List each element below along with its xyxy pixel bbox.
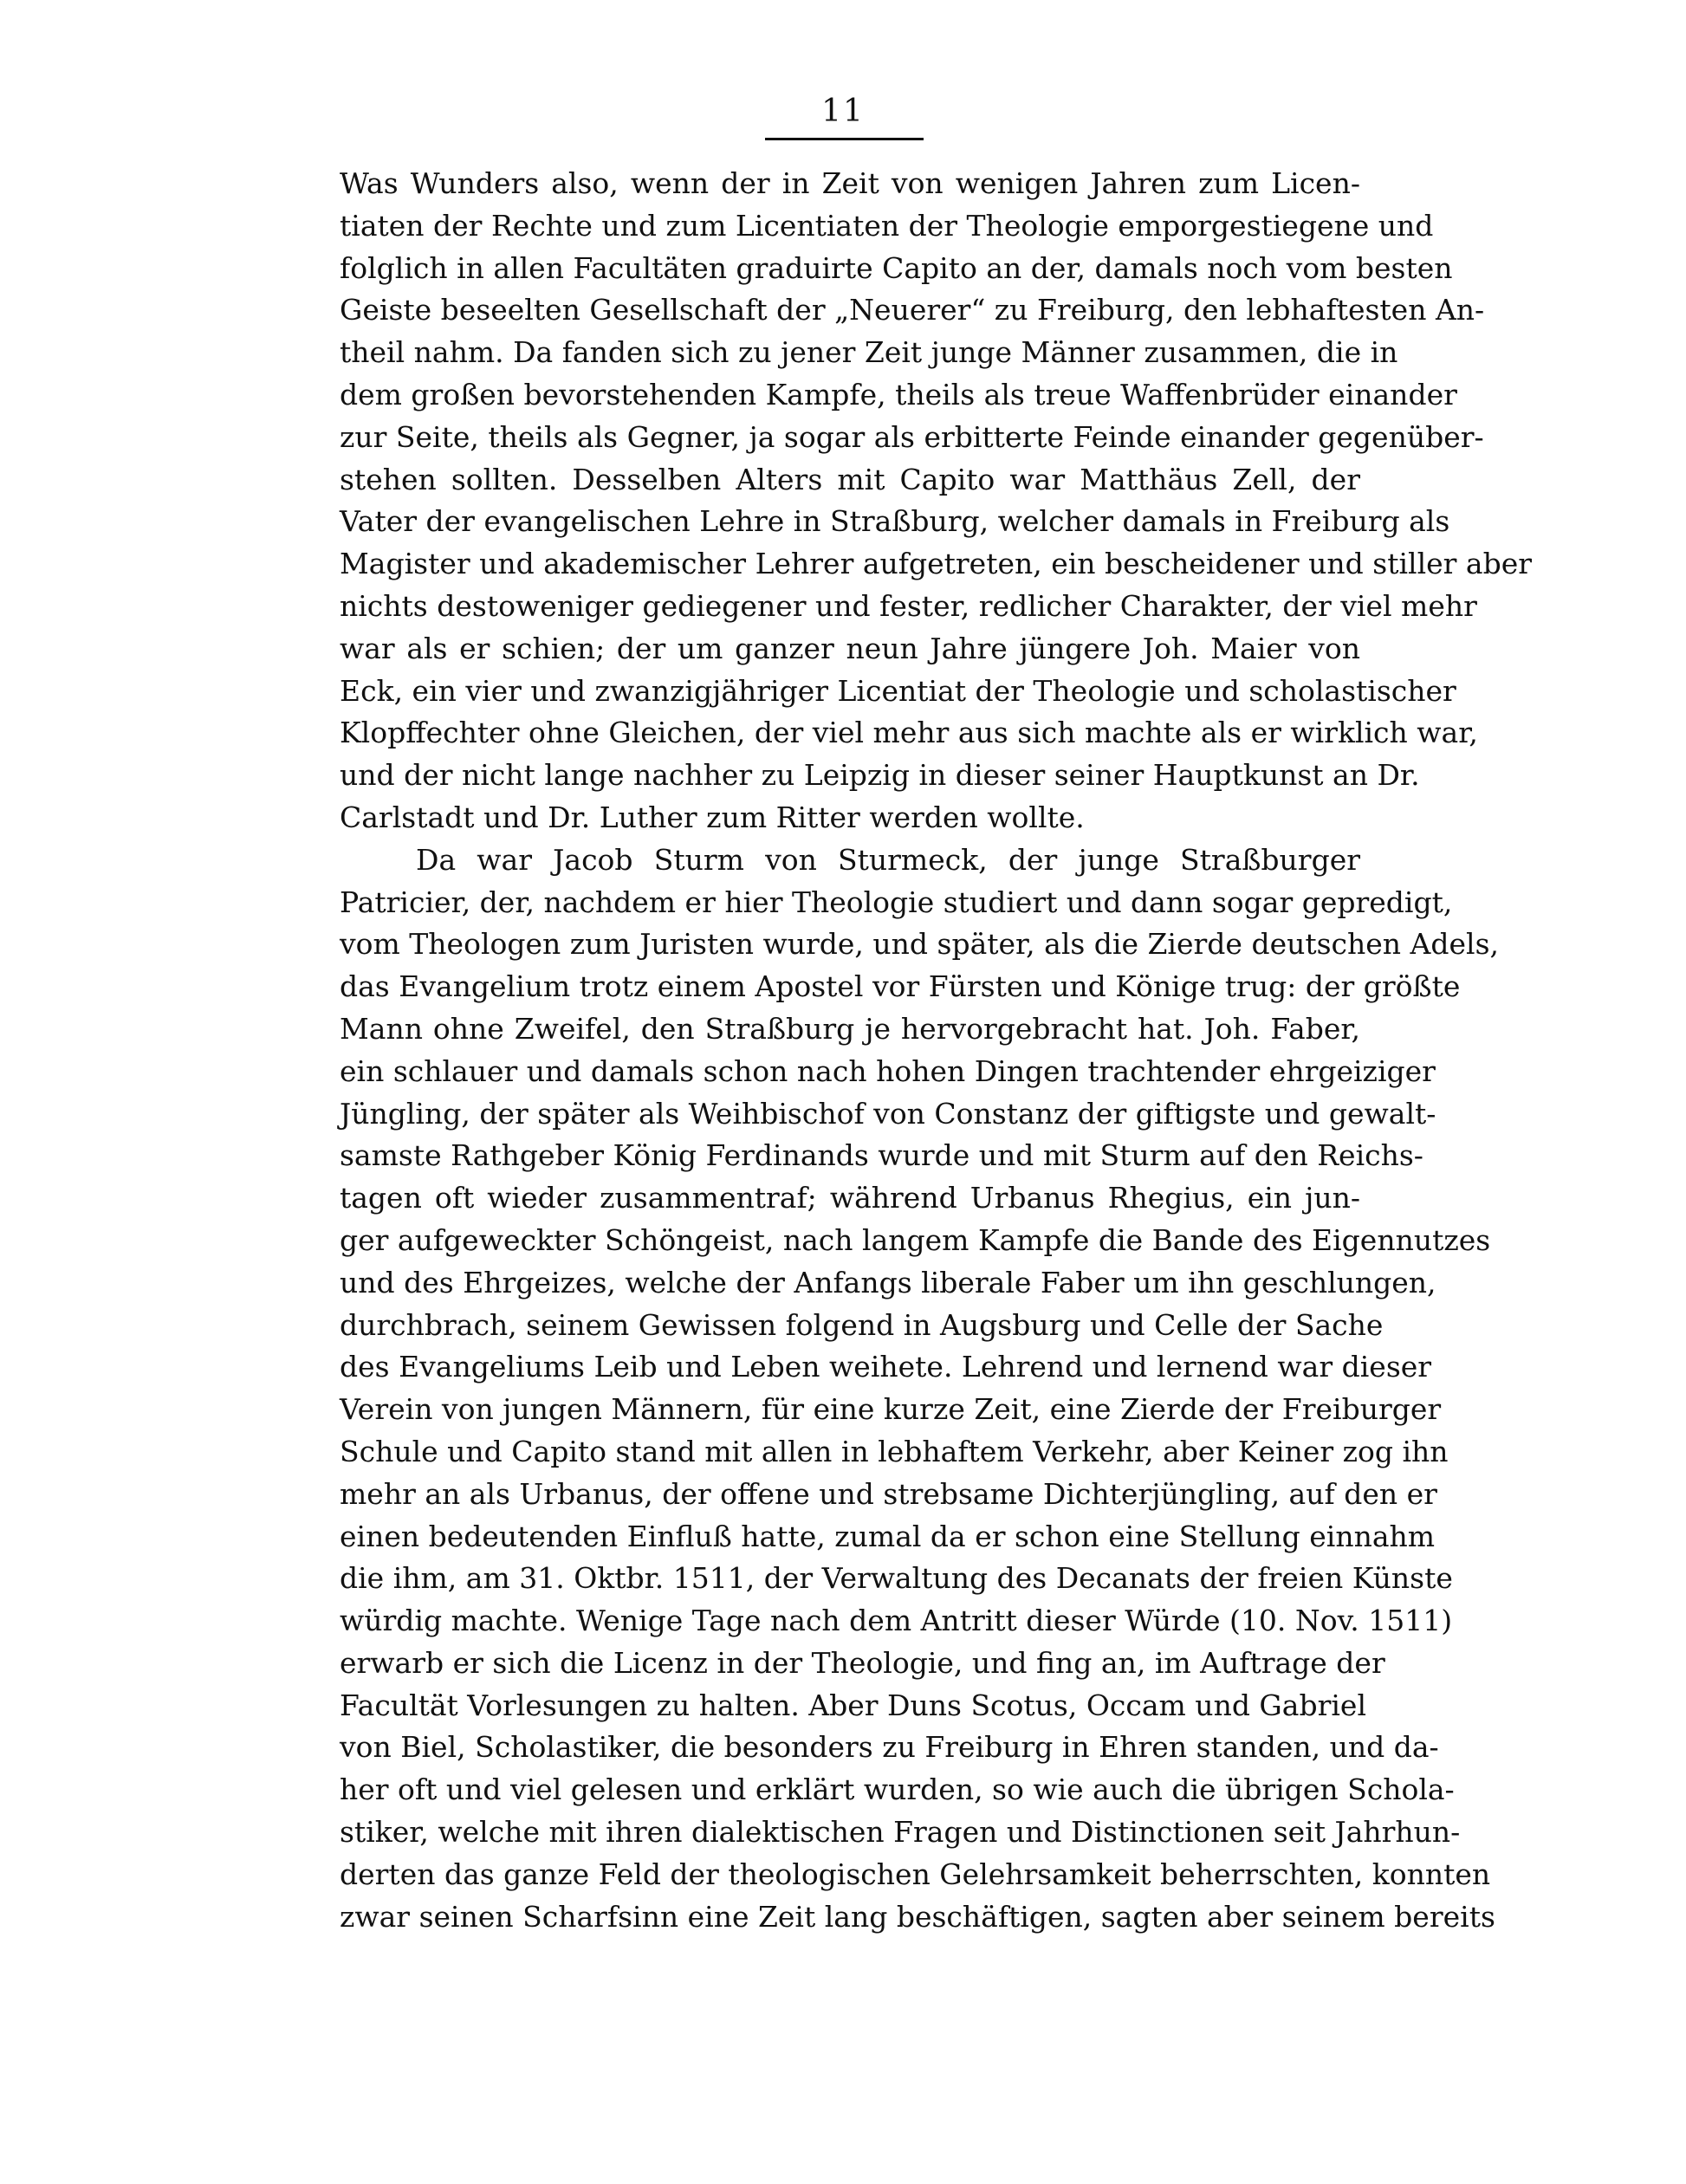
text-line: war als er schien; der um ganzer neun Jahre jüngere Joh. Maier von — [340, 631, 1360, 665]
text-line: tiaten der Rechte und zum Licentiaten der Theologie emporgestiegene und — [340, 208, 1434, 243]
page-number: 11 — [821, 94, 865, 129]
text-line: Magister und akademischer Lehrer aufgetreten, ein bescheidener und stiller aber — [340, 547, 1533, 581]
text-line: mehr an als Urbanus, der offene und strebsame Dichterjüngling, auf den er — [340, 1476, 1437, 1511]
text-line: zwar seinen Scharfsinn eine Zeit lang beschäftigen, sagten aber seinem bereits — [340, 1899, 1495, 1934]
text-line: würdig machte. Wenige Tage nach dem Antritt dieser Würde (10. Nov. 1511) — [340, 1604, 1453, 1638]
text-line: nichts destoweniger gediegener und fester, redlicher Charakter, der viel mehr — [340, 588, 1477, 623]
header-rule — [765, 138, 924, 140]
text-line: derten das ganze Feld der theologischen Gelehrsamkeit beherrschten, konnten — [340, 1857, 1491, 1891]
text-line: von Biel, Scholastiker, die besonders zu Freiburg in Ehren standen, und da- — [340, 1730, 1439, 1765]
text-line: theil nahm. Da fanden sich zu jener Zeit junge Männer zusammen, die in — [340, 335, 1398, 370]
text-line: stehen sollten. Desselben Alters mit Capito war Matthäus Zell, der — [340, 462, 1360, 496]
text-line: Facultät Vorlesungen zu halten. Aber Duns Scotus, Occam und Gabriel — [340, 1688, 1367, 1722]
text-line: Was Wunders also, wenn der in Zeit von wenigen Jahren zum Licen- — [340, 166, 1360, 200]
text-line: ein schlauer und damals schon nach hohen Dingen trachtender ehrgeiziger — [340, 1053, 1436, 1088]
text-line: zur Seite, theils als Gegner, ja sogar als erbitterte Feinde einander gegenüber- — [340, 419, 1484, 454]
text-line: einen bedeutenden Einfluß hatte, zumal da er schon eine Stellung einnahm — [340, 1519, 1436, 1553]
text-line: Patricier, der, nachdem er hier Theologie studiert und dann sogar gepredigt, — [340, 885, 1453, 919]
text-line: samste Rathgeber König Ferdinands wurde und mit Sturm auf den Reichs- — [340, 1138, 1423, 1173]
text-line: her oft und viel gelesen und erklärt wurden, so wie auch die übrigen Schola- — [340, 1772, 1455, 1807]
text-line: Jüngling, der später als Weihbischof von Constanz der giftigste und gewalt- — [340, 1096, 1436, 1131]
text-line: ger aufgeweckter Schöngeist, nach langem Kampfe die Bande des Eigennutzes — [340, 1222, 1491, 1257]
text-line: Vater der evangelischen Lehre in Straßburg, welcher damals in Freiburg als — [340, 504, 1450, 539]
text-line: Mann ohne Zweifel, den Straßburg je hervorgebracht hat. Joh. Faber, — [340, 1011, 1360, 1046]
text-line: Klopffechter ohne Gleichen, der viel mehr aus sich machte als er wirklich war, — [340, 716, 1478, 750]
text-line: des Evangeliums Leib und Leben weihete. Lehrend und lernend war dieser — [340, 1350, 1432, 1384]
text-line: Verein von jungen Männern, für eine kurze Zeit, eine Zierde der Freiburger — [340, 1392, 1442, 1427]
text-line: Da war Jacob Sturm von Sturmeck, der junge Straßburger — [416, 842, 1360, 877]
text-line: Eck, ein vier und zwanzigjähriger Licentiat der Theologie und scholastischer — [340, 673, 1456, 708]
body-text — [340, 163, 1533, 1938]
text-line: und des Ehrgeizes, welche der Anfangs liberale Faber um ihn geschlungen, — [340, 1265, 1436, 1299]
text-line: stiker, welche mit ihren dialektischen Fragen und Distinctionen seit Jahrhun- — [340, 1815, 1461, 1850]
text-line: dem großen bevorstehenden Kampfe, theils als treue Waffenbrüder einander — [340, 377, 1457, 412]
text-line: vom Theologen zum Juristen wurde, und später, als die Zierde deutschen Adels, — [340, 927, 1500, 962]
text-line: folglich in allen Facultäten graduirte Capito an der, damals noch vom besten — [340, 250, 1453, 285]
text-line: Carlstadt und Dr. Luther zum Ritter werden wollte. — [340, 800, 1085, 834]
text-line: das Evangelium trotz einem Apostel vor Fürsten und Könige trug: der größte — [340, 969, 1461, 1004]
text-line: die ihm, am 31. Oktbr. 1511, der Verwaltung des Decanats der freien Künste — [340, 1561, 1453, 1596]
text-line: durchbrach, seinem Gewissen folgend in Augsburg und Celle der Sache — [340, 1307, 1384, 1342]
text-line: und der nicht lange nachher zu Leipzig in dieser seiner Hauptkunst an Dr. — [340, 758, 1420, 793]
text-line: tagen oft wieder zusammentraf; während Urbanus Rhegius, ein jun- — [340, 1181, 1360, 1215]
text-line: erwarb er sich die Licenz in der Theologie, und fing an, im Auftrage der — [340, 1645, 1385, 1680]
text-line: Schule und Capito stand mit allen in lebhaftem Verkehr, aber Keiner zog ihn — [340, 1434, 1449, 1468]
text-line: Geiste beseelten Gesellschaft der „Neuerer“ zu Freiburg, den lebhaftesten An- — [340, 293, 1485, 327]
